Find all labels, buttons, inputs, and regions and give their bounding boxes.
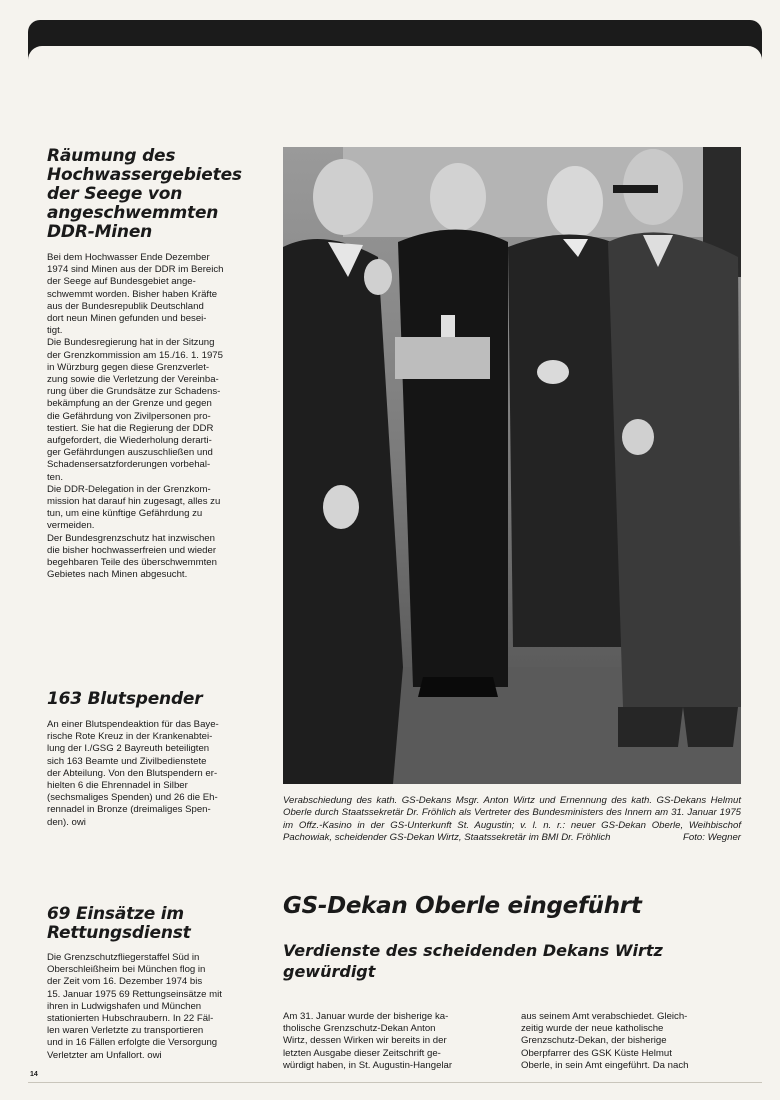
article1-lines-line: bekämpfung an der Grenze und gegen: [47, 398, 212, 410]
article-blood-donors-body: [47, 719, 266, 829]
article2-lines-line: An einer Blutspendeaktion für das Baye-: [47, 719, 219, 730]
article-mines: [47, 147, 266, 581]
article2-lines-line: lung der I./GSG 2 Bayreuth beteiligten: [47, 743, 210, 755]
bottom-rule: [28, 1082, 762, 1083]
article1-lines-line: zung sowie die Verletzung der Vereinba-: [47, 374, 219, 386]
main-colB-line: zeitig wurde der neue katholische: [521, 1023, 664, 1035]
article1-lines-line: aufgefordert, die Wiederholung derarti-: [47, 435, 212, 447]
main-article-subtitle: Verdienste des scheidenden Dekans Wirtz gewürdigt: [283, 941, 663, 981]
main-colA-line: letzten Ausgabe dieser Zeitschrift ge-: [283, 1047, 441, 1059]
article-blood-donors: [47, 690, 266, 829]
main-colB-line: Oberpfarrer des GSK Küste Helmut: [521, 1047, 672, 1059]
article3-lines-line: len waren Verletzte zu transportieren: [47, 1025, 204, 1037]
main-colA-line: tholische Grenzschutz-Dekan Anton: [283, 1023, 436, 1035]
article-rescue-missions-body: [47, 952, 266, 1062]
article3-lines-line: Die Grenzschutzfliegerstaffel Süd in: [47, 952, 200, 963]
article1-lines-line: aus der Bundesrepublik Deutschland: [47, 300, 204, 312]
article1-lines-line: Die Bundesregierung hat in der Sitzung: [47, 337, 215, 349]
article1-lines-line: tigt.: [47, 325, 63, 337]
article1-lines-line: Der Bundesgrenzschutz hat inzwischen: [47, 532, 215, 544]
article1-lines-line: Bei dem Hochwasser Ende Dezember: [47, 252, 210, 263]
article1-lines-line: begehbaren Teile des überschwemmten: [47, 557, 217, 569]
main-article-column-2: [521, 1011, 740, 1072]
article2-lines-line: rennadel in Bronze (dreimaliges Spen-: [47, 804, 211, 816]
article1-lines-line: in Würzburg gegen diese Grenzverlet-: [47, 361, 210, 373]
article1-lines-line: tun, um eine künftige Gefährdung zu: [47, 508, 203, 520]
article1-lines-line: dort neun Minen gefunden und besei-: [47, 313, 207, 325]
article1-lines-line: Schadensersatzforderungen vorbehal-: [47, 459, 211, 471]
main-colB-line: Grenzschutz-Dekan, der bisherige: [521, 1035, 667, 1047]
article2-lines-line: den). owi: [47, 816, 86, 828]
main-colA-line: würdigt haben, in St. Augustin-Hangelar: [283, 1059, 453, 1071]
article3-lines-line: ihren in Ludwigshafen und München: [47, 1000, 202, 1012]
article3-lines-line: Verletzter am Unfallort. owi: [47, 1049, 162, 1061]
article1-lines-line: Gebietes nach Minen abgesucht.: [47, 569, 188, 581]
article1-lines-line: vermeiden.: [47, 520, 95, 532]
article1-lines-line: testiert. Sie hat die Regierung der DDR: [47, 422, 214, 434]
article3-lines-line: und in 16 Fällen erfolgte die Versorgung: [47, 1037, 218, 1049]
article3-lines-line: 15. Januar 1975 69 Rettungseinsätze mit: [47, 988, 222, 1000]
group-photo-image: [283, 147, 741, 784]
main-article-title: GS-Dekan Oberle eingeführt: [283, 893, 642, 919]
article-rescue-missions: [47, 905, 266, 1062]
article1-lines-line: rung über die Grundsätze zur Schadens-: [47, 386, 221, 398]
main-colB-line: Oberle, in sein Amt eingeführt. Da nach: [521, 1059, 689, 1071]
article3-lines-line: Oberschleißheim bei München flog in: [47, 964, 206, 976]
main-article-column-1: [283, 1011, 501, 1072]
photo-credit: Foto: Wegner: [683, 831, 741, 843]
group-photo: [283, 147, 741, 784]
article-mines-heading: Räumung des Hochwassergebietes der Seege von angeschwemmten DDR-Minen: [47, 146, 242, 242]
main-colA-line: Am 31. Januar wurde der bisherige ka-: [283, 1011, 449, 1022]
page-number: 14: [30, 1071, 38, 1078]
article-blood-donors-heading: 163 Blutspender: [47, 689, 203, 709]
article1-lines-line: Die DDR-Delegation in der Grenzkom-: [47, 483, 211, 495]
main-colA-line: Wirtz, dessen Wirken wir bereits in der: [283, 1035, 447, 1047]
article1-lines-line: die bisher hochwasserfreien und wieder: [47, 544, 217, 556]
article-mines-body: [47, 252, 266, 581]
article-rescue-missions-heading: 69 Einsätze im Rettungsdienst: [47, 904, 191, 943]
main-colB-line: aus seinem Amt verabschiedet. Gleich-: [521, 1011, 688, 1022]
article3-lines-line: der Zeit vom 16. Dezember 1974 bis: [47, 976, 203, 988]
article1-lines-line: schwemmt worden. Bisher haben Kräfte: [47, 288, 218, 300]
article1-lines-line: ten.: [47, 471, 64, 483]
article1-lines-line: der Grenzkommission am 15./16. 1. 1975: [47, 349, 223, 361]
article1-lines-line: der Seege auf Bundesgebiet ange-: [47, 276, 196, 288]
photo-caption-text: Verabschiedung des kath. GS-Dekans Msgr. Anton Wirtz und Ernennung des kath. GS-Dekans Helmut Oberle durch Staatssekretär Dr. Fröhlich als Vertreter des Bundesministers des Innern am 31. Januar 1975 im Offz.-Kasino in der GS-Unterkunft St. Augustin; v. l. n. r.: neuer GS-Dekan Oberle, Weihbischof Pachowiak, scheidender GS-Dekan Wirtz, Staatssekretär im BMI Dr. Fröhlich: [283, 795, 741, 843]
article2-lines-line: rische Rote Kreuz in der Krankenabtei-: [47, 731, 213, 743]
article1-lines-line: ger Gefährdungen auszuschließen und: [47, 447, 213, 459]
article3-lines-line: stationierten Hubschraubern. In 22 Fäl-: [47, 1013, 214, 1025]
article2-lines-line: hielten 6 die Ehrennadel in Silber: [47, 780, 188, 792]
article1-lines-line: 1974 sind Minen aus der DDR im Bereich: [47, 264, 224, 276]
article1-lines-line: mission hat darauf hin zugesagt, alles zu: [47, 496, 221, 508]
article2-lines-line: sich 163 Beamte und Zivilbedienstete: [47, 755, 207, 767]
photo-caption: [283, 795, 741, 844]
article1-lines-line: die Gefährdung von Zivilpersonen pro-: [47, 410, 211, 422]
article2-lines-line: der Abteilung. Von den Blutspendern er-: [47, 767, 218, 779]
article2-lines-line: (sechsmaliges Spenden) und 26 die Eh-: [47, 792, 218, 804]
